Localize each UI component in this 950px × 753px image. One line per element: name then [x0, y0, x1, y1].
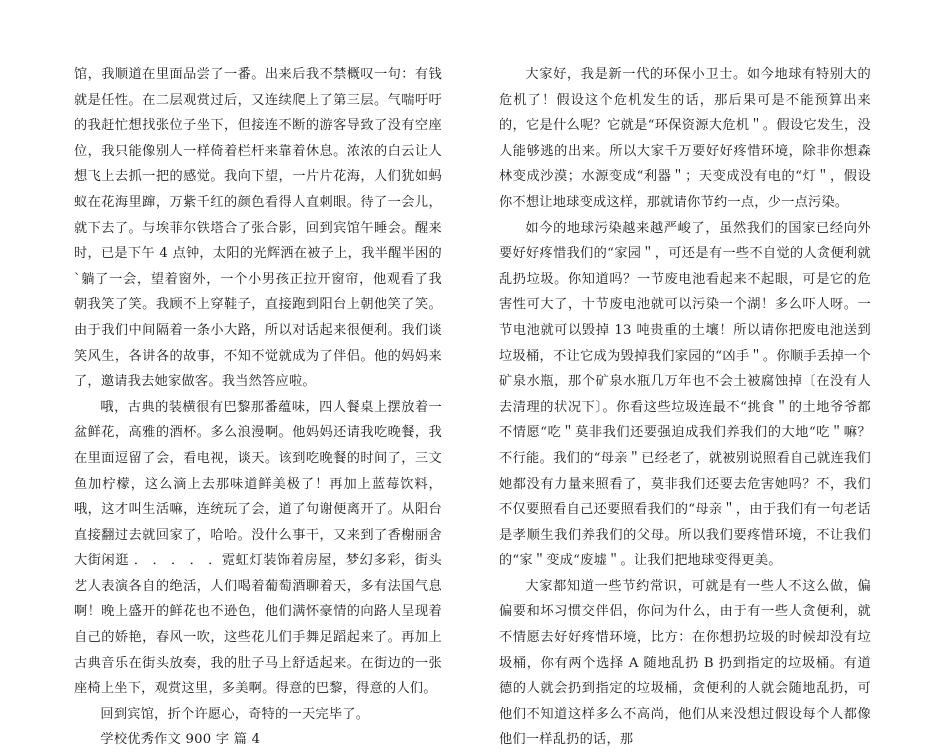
body-paragraph: 馆，我顺道在里面品尝了一番。出来后我不禁概叹一句：有钱就是任性。在二层观赏过后，又连续爬上了第三层。气喘吁吁的我赶忙想找张位子坐下，但接连不断的游客导致了没有空座位，我只能像别人一样倚着栏杆来靠着休息。浓浓的白云让人想飞上去抓一把的感觉。我向下望，一片片花海，人们犹如蚂蚁在花海里蹿，万紫千红的颜色看得人直刺眼。待了一会儿，就下去了。与埃菲尔铁塔合了张合影，回到宾馆午睡会。醒来时，已是下午 4 点钟，太阳的光辉洒在被子上，我半醒半困的`躺了一会，望着窗外，一个小男孩正拉开窗帘，他观看了我朝我笑了笑。我顾不上穿鞋子，直接跑到阳台上朝他笑了笑。由于我们中间隔着一条小大路，所以对话起来很便利。我们谈笑风生，各讲各的故事，不知不觉就成为了伴侣。他的妈妈来了，邀请我去她家做客。我当然答应啦。: [74, 67, 442, 390]
body-paragraph: 哦，古典的装横很有巴黎那番蕴味，四人餐桌上摆放着一盆鲜花，高雅的酒杯。多么浪漫啊。他妈妈还请我吃晚餐，我在里面逗留了会，看电视，谈天。该到吃晚餐的时间了，三文鱼加柠檬，这么滴上去那味道鲜美极了！再加上蓝莓饮料，哦，这才叫生活嘛，连统玩了会，道了句谢便离开了。从阳台直接翻过去就回家了，哈哈。没什么事干，又来到了香榭丽舍大街闲逛 ． ． ． ． ．霓虹灯装饰着房屋，梦幻多彩，街头艺人表演各自的绝活，人们喝着葡萄酒聊着天，多有法国气息啊！晚上盛开的鲜花也不逊色，他们满怀豪情的向路人呈现着自己的娇艳，春风一吹，这些花儿们手舞足蹈起来了。再加上古典音乐在街头放奏，我的肚子马上舒适起来。在街边的一张座椅上坐下，观赏这里，多美啊。得意的巴黎，得意的人们。: [74, 399, 442, 697]
left-text-column: [74, 62, 442, 753]
body-paragraph: 回到宾馆，折个许愿心，奇特的一天完毕了。: [100, 706, 370, 722]
body-paragraph: 如今的地球污染越来越严峻了，虽然我们的国家已经向外要好好疼惜我们的“家园＂，可还是有一些不自觉的人贪便利就乱扔垃圾。你知道吗？一节废电池看起来不起眼，可是它的危害性可大了，十节废电池就可以污染一个湖！多么吓人呀。一节电池就可以毁掉 13 吨贵重的土壤！所以请你把废电池送到垃圾桶，不让它成为毁掉我们家园的“凶手＂。你顺手丢掉一个矿泉水瓶，那个矿泉水瓶几万年也不会土被腐蚀掉〔在没有人去清理的状况下〕。你看这些垃圾连最不“挑食＂的土地爷爷都不情愿“吃＂莫非我们还要强迫成我们养我们的大地“吃＂嘛？不行能。我们的“母亲＂已经老了，就被别说照看自己就连我们她都没有力量来照看了，莫非我们还要去危害她吗？不，我们不仅要照看自己还要照看我们的“母亲＂，由于我们有一句老话是孝顺生我们养我们的父母。所以我们要疼惜环境，不让我们的“家＂变成“废墟＂。让我们把地球变得更美。: [499, 220, 871, 569]
essay-section-title: 学校优秀作文 900 字 篇 4: [100, 732, 261, 748]
body-paragraph: 大家好，我是新一代的环保小卫士。如今地球有特别大的危机了！假设这个危机发生的话，那后果可是不能预算出来的，它是什么呢？它就是“环保资源大危机＂。假设它发生，没人能够逃的出来。所以大家千万要好好疼惜环境，除非你想森林变成沙漠；水源变成“利器＂；天变成没有电的“灯＂，假设你不想让地球变成这样，那就请你节约一点，少一点污染。: [499, 67, 871, 210]
right-text-column: [499, 62, 871, 753]
body-paragraph: 大家都知道一些节约常识，可就是有一些人不这么做，偏偏要和坏习惯交伴侣，你问为什么，由于有一些人贪便利，就不情愿去好好疼惜环境，比方：在你想扔垃圾的时候却没有垃圾桶，你有两个选择 A 随地乱扔 B 扔到指定的垃圾桶。有道德的人就会扔到指定的垃圾桶，贪便利的人就会随地乱扔，可他们不知道这样多么不高尚，他们从来没想过假设每个人都像他们一样乱扔的话，那: [499, 578, 871, 748]
